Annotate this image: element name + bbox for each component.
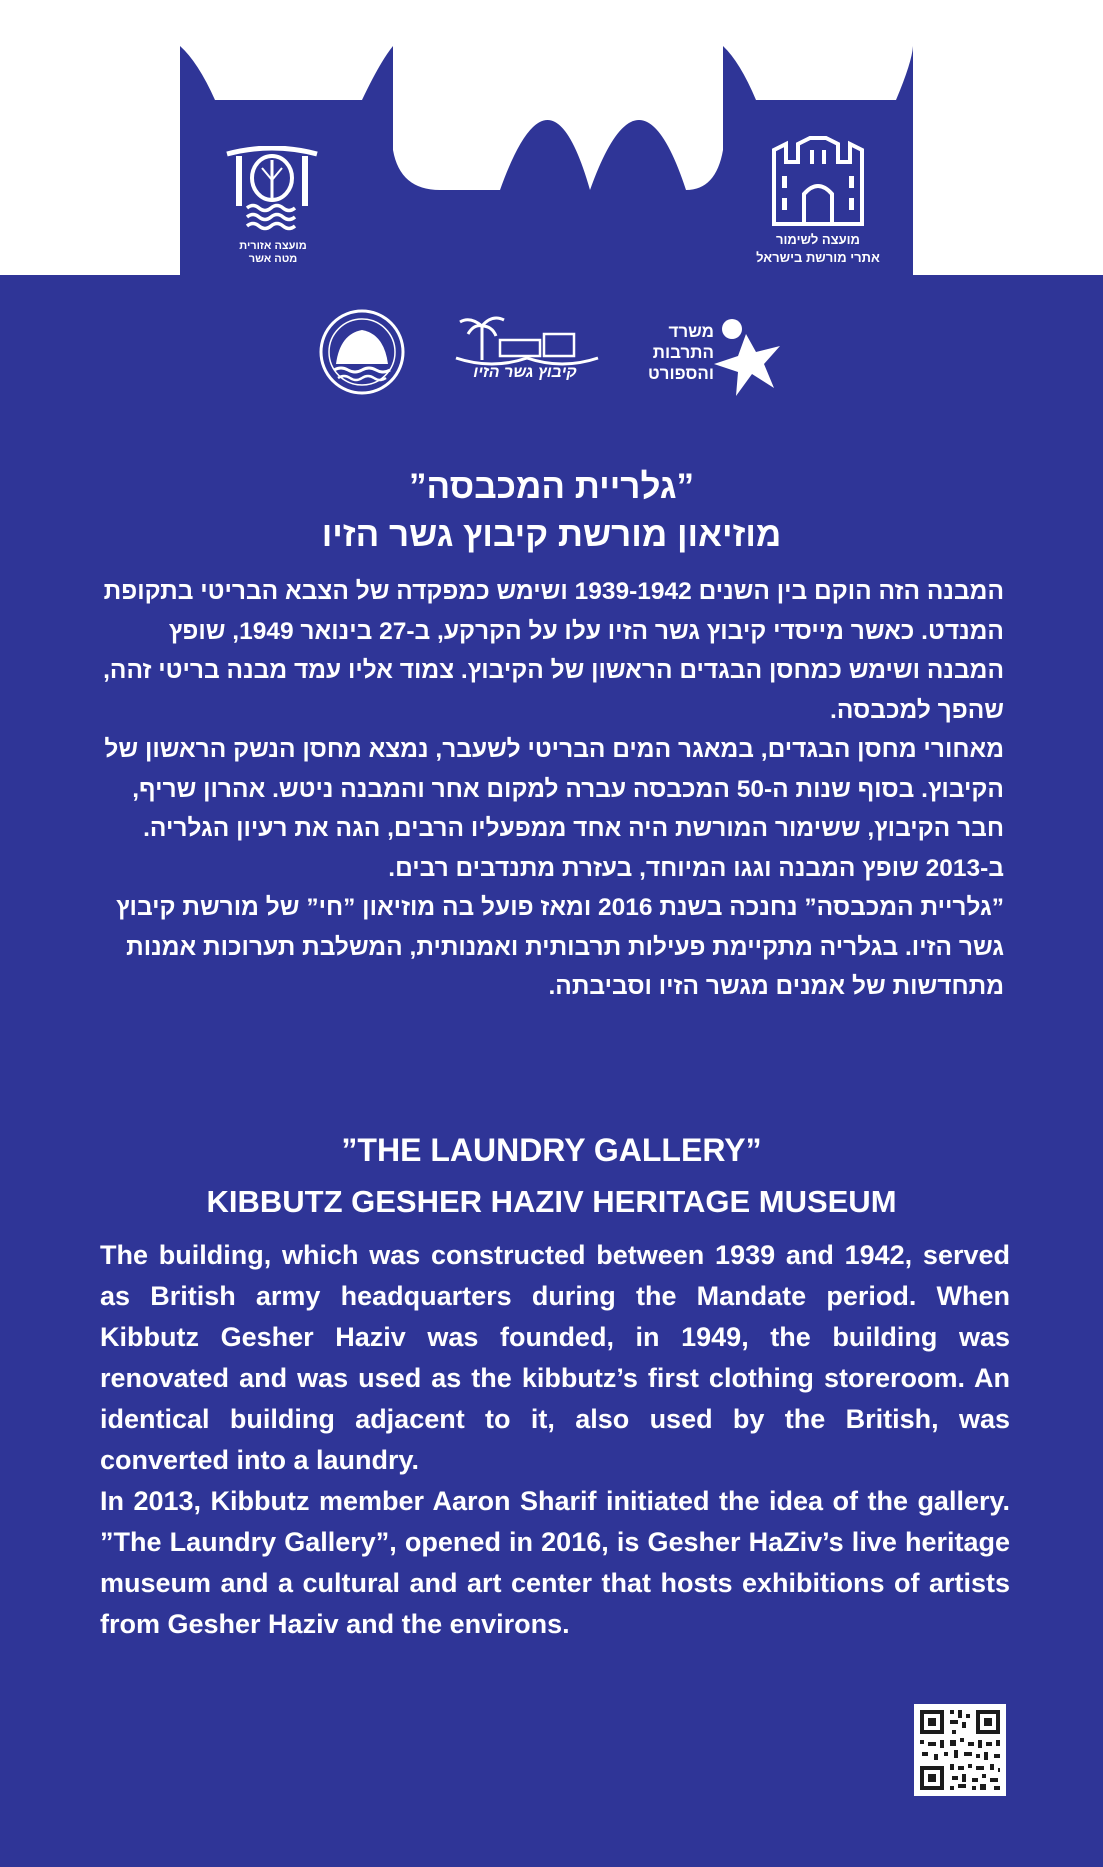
kibbutz-palm-logo-icon <box>452 312 602 372</box>
ministry-caption-line1: משרד <box>668 322 714 341</box>
heritage-council-caption-line1: מועצה לשימור <box>776 232 860 247</box>
seal-logo <box>318 308 406 396</box>
kibbutz-logo <box>452 312 602 372</box>
regional-council-emblem-icon <box>222 146 322 236</box>
english-subtitle: KIBBUTZ GESHER HAZIV HERITAGE MUSEUM <box>206 1184 897 1219</box>
hebrew-paragraph: ”גלריית המכבסה” נחנכה בשנת 2016 ומאז פועל בה מוזיאון ”חי” של מורשת קיבוץ גשר הזיו. בגלריה מתקיימת פעילות תרבותית ואמנותית, המשלבת תערוכות אמנות מתחדשות של אמנים מגשר הזיו וסביבתה. <box>116 894 1004 1000</box>
english-title: ”THE LAUNDRY GALLERY” <box>341 1132 762 1168</box>
hebrew-paragraph: המבנה הזה הוקם בין השנים 1939-1942 ושימש כמפקדה של הצבא הבריטי בתקופת המנדט. כאשר מייסדי קיבוץ גשר הזיו עלו על הקרקע, ב-27 בינואר 1949, שופץ המבנה ושימש כמחסן הבגדים הראשון של הקיבוץ. צמוד אליו עמד מבנה בריטי זהה, שהפך למכבסה. <box>103 578 1004 724</box>
qr-code-icon <box>914 1704 1006 1796</box>
heritage-building-icon <box>768 132 868 228</box>
hebrew-title: ”גלריית המכבסה” <box>408 467 695 506</box>
ministry-star-icon <box>710 316 790 398</box>
heritage-council-caption-line2: אתרי מורשת בישראל <box>756 250 880 265</box>
ministry-caption-line2: התרבות <box>652 343 714 362</box>
kibbutz-logo-caption: קיבוץ גשר הזיו <box>473 364 577 381</box>
regional-council-caption: מועצה אזורית מטה אשר <box>239 240 307 265</box>
regional-council-logo <box>222 146 322 236</box>
heritage-council-logo <box>768 132 868 228</box>
hebrew-body <box>100 572 1004 1007</box>
hebrew-paragraph: מאחורי מחסן הבגדים, במאגר המים הבריטי לשעבר, נמצא מחסן הנשק הראשון של הקיבוץ. בסוף שנות ה-50 המכבסה עברה למקום אחר והמבנה ניטש. אהרון שריף, חבר הקיבוץ, ששימור המורשת היה אחד ממפעליו הרבים, הגה את רעיון הגלריה. ב-2013 שופץ המבנה וגגו המיוחד, בעזרת מתנדבים רבים. <box>104 736 1004 882</box>
english-body <box>100 1235 1010 1645</box>
ministry-caption-line3: והספורט <box>647 364 714 383</box>
round-seal-icon <box>318 308 406 396</box>
english-paragraph: In 2013, Kibbutz member Aaron Sharif initiated the idea of the gallery. ”The Laundry Gallery”, opened in 2016, is Gesher HaZiv’s live heritage museum and a cultural and art center that hosts exhibitions of artists from Gesher Haziv and the environs. <box>100 1486 1010 1639</box>
ministry-logo <box>710 316 790 398</box>
hebrew-subtitle: מוזיאון מורשת קיבוץ גשר הזיו <box>321 515 782 554</box>
english-paragraph: The building, which was constructed between 1939 and 1942, served as British army headquarters during the Mandate period. When Kibbutz Gesher Haziv was founded, in 1949, the building was renovated and was used as the kibbutz’s first clothing storeroom. An identical building adjacent to it, also used by the British, was converted into a laundry. <box>100 1240 1010 1475</box>
qr-code <box>914 1704 1006 1796</box>
